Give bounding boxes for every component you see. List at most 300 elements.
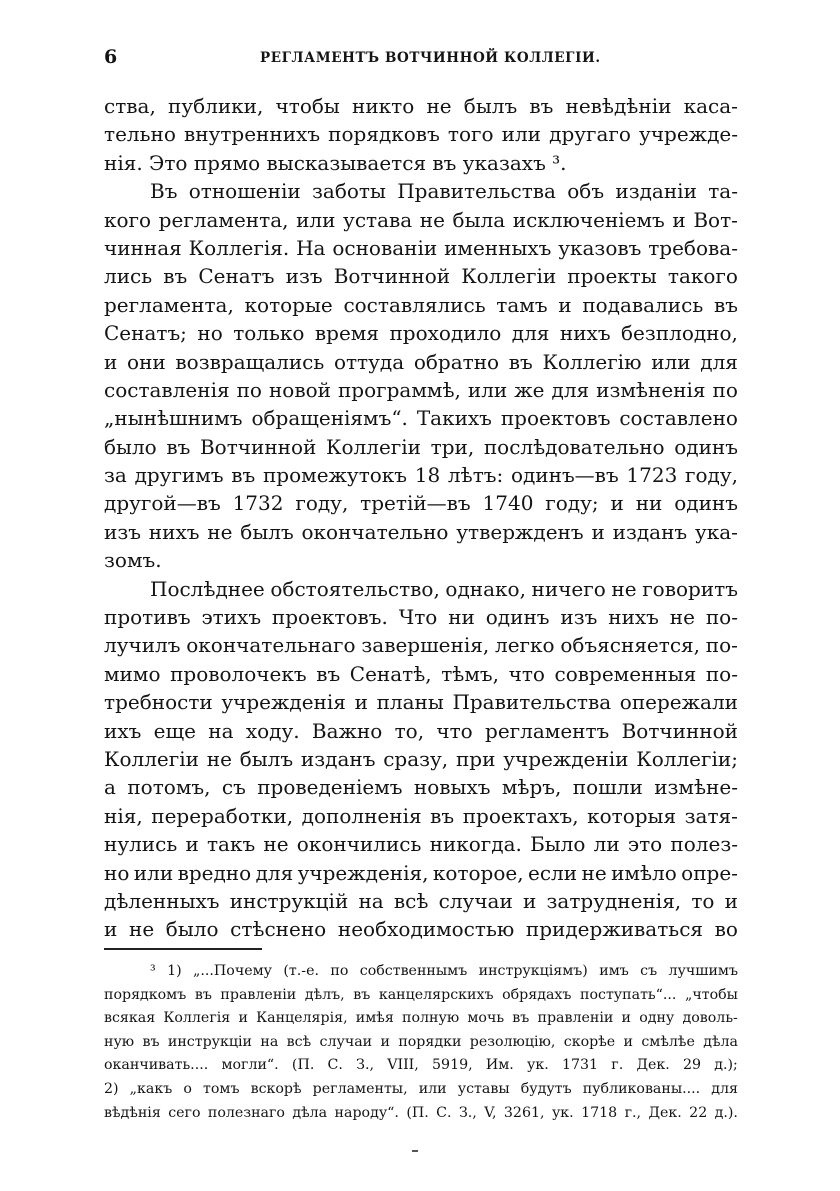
word: народу“. (334, 1104, 399, 1121)
word: „нынѣшнимъ (104, 406, 243, 431)
word: и (610, 491, 624, 516)
word: ихъ (104, 718, 142, 743)
word: порядкомъ (104, 986, 187, 1003)
word: тельно (104, 122, 176, 147)
word: „какъ (129, 1080, 173, 1097)
word: изъ (104, 519, 141, 544)
word: никто (352, 94, 415, 118)
word: одинъ (485, 605, 550, 630)
word: тѣмъ, (441, 661, 499, 686)
word: регламентъ (485, 718, 610, 743)
footnote-line (104, 1054, 738, 1078)
word: же (514, 377, 545, 402)
word: требова- (648, 235, 738, 260)
word: былъ (239, 746, 294, 771)
word: не (206, 746, 232, 771)
word: потомъ, (127, 775, 211, 800)
word: всѣ (286, 1033, 312, 1050)
word: сразу, (383, 746, 449, 771)
word: которое, (432, 860, 524, 885)
word: на (260, 1033, 279, 1050)
word: Послѣднее (150, 576, 265, 601)
word: то (691, 888, 715, 913)
word: и (558, 292, 572, 317)
word: по (330, 963, 349, 979)
word: Вотчинной (199, 434, 317, 459)
word: безплодно, (621, 321, 738, 346)
word: правленіи (537, 1010, 614, 1027)
word: 3261, (503, 1104, 545, 1121)
word: и (238, 1010, 248, 1027)
word: году, (685, 463, 738, 488)
text-line (104, 319, 738, 347)
word: регламенты, (312, 1080, 408, 1097)
word: мочь (467, 1010, 505, 1027)
text-line (104, 461, 738, 489)
word: говоритъ (642, 576, 738, 601)
word: по (712, 377, 738, 402)
footnote-separator (104, 948, 262, 950)
word: 1723 (626, 463, 678, 488)
word: сего (168, 1104, 201, 1121)
text-line (104, 915, 738, 943)
word: этихъ (201, 605, 262, 630)
word: противъ (104, 605, 191, 630)
word: для (711, 1080, 738, 1097)
word: лись (104, 264, 153, 289)
word: случаи (319, 1033, 373, 1050)
word: промежутокъ (262, 463, 408, 488)
word: та- (708, 179, 738, 204)
word: публикованы.... (582, 1080, 701, 1097)
word: д.). (714, 1104, 738, 1121)
word: и (623, 1033, 633, 1050)
word: не (426, 94, 452, 118)
word: вредно (177, 860, 252, 885)
word: обстоятельство, (270, 576, 440, 601)
text-line: зомъ. (104, 548, 162, 573)
word: „...Почему (193, 963, 272, 979)
word: возвращались (175, 349, 325, 374)
footnote-line (104, 1102, 738, 1126)
text-line (104, 603, 738, 631)
word: 2) (104, 1080, 119, 1097)
word: 5919, (432, 1057, 473, 1074)
word: былъ (240, 519, 294, 544)
word: завершенія, (361, 633, 490, 658)
word: въ (194, 986, 212, 1003)
word: и (621, 1010, 631, 1027)
word: ука- (694, 519, 738, 544)
word: затя- (684, 803, 738, 828)
word: того (447, 122, 494, 147)
word: для (255, 860, 294, 885)
word: нихъ (608, 605, 659, 630)
word: Въ (150, 179, 178, 204)
word: ³ (150, 963, 156, 979)
word: на (208, 718, 234, 743)
word: и (104, 917, 118, 942)
word: новой (268, 377, 331, 402)
word: 1718 (581, 1104, 618, 1121)
word: 1740 (482, 491, 534, 516)
word: составленія (104, 377, 230, 402)
text-line (104, 575, 738, 603)
word: по (236, 377, 262, 402)
word: VIII, (387, 1057, 419, 1074)
word: обрядахъ (502, 986, 572, 1003)
word: г. (611, 1057, 624, 1074)
word: проектовъ (500, 406, 611, 431)
word: по- (705, 605, 738, 630)
word: Вотчинной (333, 264, 451, 289)
word: утвержденъ (456, 519, 584, 544)
word: что (436, 718, 473, 743)
word: и (104, 349, 118, 374)
word: было (104, 434, 157, 459)
word: окончились (296, 832, 422, 857)
word: и (522, 888, 537, 913)
word: резолюцію, (469, 1033, 556, 1050)
text-line (104, 206, 738, 234)
word: учрежде- (639, 122, 738, 147)
word: или (651, 349, 691, 374)
word: измѣне- (654, 775, 738, 800)
word: и (380, 1033, 390, 1050)
word: изъ (560, 605, 598, 630)
word: 18 (414, 463, 441, 488)
word: (т.-е. (283, 963, 319, 979)
word: ук. (527, 1057, 549, 1074)
text-line (104, 177, 738, 205)
word: г., (624, 1104, 642, 1121)
word: д.); (714, 1057, 738, 1074)
word: или (296, 207, 336, 232)
word: всѣ (393, 888, 429, 913)
footnote-line (104, 1007, 738, 1031)
word: одинъ (674, 491, 738, 516)
word: имѣло (611, 860, 677, 885)
word: доволь- (682, 1010, 738, 1027)
word: Сенатъ (198, 264, 275, 289)
word: о (183, 1080, 192, 1097)
word: могли“. (221, 1057, 279, 1074)
word: дѣлъ, (304, 986, 345, 1003)
word: З., (356, 1057, 374, 1074)
word: въ (316, 661, 341, 686)
word: 1731 (561, 1057, 599, 1074)
word: въ (166, 434, 191, 459)
word: три, (430, 434, 475, 459)
text-line (104, 717, 738, 745)
word: Правительства (397, 179, 556, 204)
word: переработки, (151, 803, 294, 828)
word: не (419, 207, 445, 232)
word: но (197, 321, 223, 346)
word: стѣснено (230, 917, 327, 942)
word: дѣла (292, 1104, 328, 1121)
word: мѣръ, (501, 775, 562, 800)
word: требности (104, 690, 213, 715)
word: всякая (104, 1010, 156, 1027)
word: учрежденія (221, 690, 346, 715)
word: 1732 (232, 491, 284, 516)
word: въ (353, 986, 371, 1003)
word: регламента, (158, 207, 289, 232)
text-line (104, 348, 738, 376)
word: ли (593, 832, 620, 857)
word: они (127, 349, 166, 374)
text-line (104, 802, 738, 830)
word: программѣ, (337, 377, 461, 402)
word: не (669, 605, 695, 630)
word: было (165, 917, 219, 942)
word: Канцелярія, (256, 1010, 348, 1027)
word: обратно (413, 349, 500, 374)
word: и (672, 207, 686, 232)
word: скорѣе (563, 1033, 616, 1050)
word: полезнаго (207, 1104, 285, 1121)
word: Вот- (693, 207, 738, 232)
word: инструкцій (229, 888, 349, 913)
word: основаніи (332, 235, 438, 260)
word: Коллегіи (461, 264, 557, 289)
word: лѣтъ: (447, 463, 504, 488)
footnote-line (104, 960, 738, 984)
word: именныхъ (444, 235, 552, 260)
word: ную (104, 1033, 135, 1050)
text-line (104, 745, 738, 773)
word: по- (705, 633, 738, 658)
text-line: нія. Это прямо высказывается въ указахъ ³. (104, 150, 567, 175)
word: Сенатъ; (104, 321, 187, 346)
word: что (508, 661, 545, 686)
word: не (581, 860, 607, 885)
text-line (104, 404, 738, 432)
word: съ (221, 775, 246, 800)
word: инструкціямъ) (478, 963, 588, 979)
word: смѣлѣе (641, 1033, 695, 1050)
word: проектахъ, (462, 803, 579, 828)
word: ни (635, 491, 663, 516)
word: На (296, 235, 326, 260)
word: составлялись (343, 292, 486, 317)
word: послѣдовательно (483, 434, 665, 459)
running-title: РЕГЛАМЕНТЪ ВОТЧИННОЙ КОЛЛЕГІИ. (260, 50, 601, 66)
word: V, (484, 1104, 497, 1121)
word: проектовъ. (271, 605, 388, 630)
word: Им. (485, 1057, 514, 1074)
word: и (185, 832, 199, 857)
word: тамъ (496, 292, 548, 317)
word: для (511, 321, 550, 346)
word: Было (530, 832, 586, 857)
word: и (724, 888, 738, 913)
word: имъ (599, 963, 629, 979)
word: новыхъ (413, 775, 491, 800)
word: окончательно (301, 519, 449, 544)
word: Сенатѣ, (349, 661, 432, 686)
word: такъ (206, 832, 256, 857)
word: еще (153, 718, 196, 743)
footnote-line (104, 1078, 738, 1102)
word: объ (567, 179, 605, 204)
word: изданіи (615, 179, 697, 204)
word: чтобы (275, 94, 340, 118)
text-line (104, 773, 738, 801)
word: Такихъ (416, 406, 492, 431)
word: ук. (551, 1104, 574, 1121)
word: нихъ (148, 519, 200, 544)
word: Важно (311, 718, 383, 743)
word: случаи (438, 888, 513, 913)
word: внутреннихъ (183, 122, 321, 147)
word: регламента, (104, 292, 234, 317)
word: для (551, 377, 590, 402)
text-line (104, 376, 738, 404)
word: невѣдѣніи (565, 94, 672, 118)
word: это (627, 832, 663, 857)
text-line (104, 92, 738, 120)
word: вскорѣ (250, 1080, 302, 1097)
word: С. (327, 1057, 343, 1074)
word: съ (640, 963, 658, 979)
word: будутъ (520, 1080, 572, 1097)
word: не (207, 519, 233, 544)
footnote-line (104, 984, 738, 1008)
word: одинъ—въ (510, 463, 619, 488)
word: Коллегія (163, 1010, 231, 1027)
text-line (104, 859, 738, 887)
word: въ (529, 94, 554, 118)
word: объясняется, (560, 633, 701, 658)
word: въ (512, 1010, 530, 1027)
word: Дек. (648, 1104, 682, 1121)
word: нихъ (559, 321, 611, 346)
word: пошли (572, 775, 643, 800)
word: изданъ (300, 746, 376, 771)
word: по- (705, 661, 738, 686)
word: имѣя (355, 1010, 394, 1027)
text-line (104, 887, 738, 915)
word: изданъ (612, 519, 688, 544)
word: каса- (683, 94, 738, 118)
text-line (104, 688, 738, 716)
word: или (501, 122, 542, 147)
word: но (104, 860, 130, 885)
word: лучилъ (104, 633, 181, 658)
word: лучшимъ (668, 963, 738, 979)
word: во (714, 917, 738, 942)
word: для (700, 349, 738, 374)
word: ничего (531, 576, 606, 601)
word: которые (244, 292, 333, 317)
word: придерживаться (525, 917, 704, 942)
text-line (104, 120, 738, 148)
word: Правительства (452, 690, 612, 715)
word: не (263, 832, 289, 857)
word: публики, (167, 94, 264, 118)
word: за (104, 463, 127, 488)
word: собственнымъ (359, 963, 468, 979)
word: другой—въ (104, 491, 221, 516)
word: однако, (445, 576, 526, 601)
word: никогда. (429, 832, 522, 857)
word: вѣдѣнія (104, 1104, 161, 1121)
word: время (314, 321, 379, 346)
word: полную (402, 1010, 460, 1027)
word: Дек. (636, 1057, 670, 1074)
word: томъ (203, 1080, 240, 1097)
word: Коллегіи (104, 746, 199, 771)
word: учрежденія, (297, 860, 429, 885)
text-line (104, 631, 738, 659)
word: дѣленныхъ (104, 888, 220, 913)
text-line (104, 291, 738, 319)
word: въ (430, 803, 455, 828)
word: Вотчинной (621, 718, 738, 743)
word: обращеніямъ“. (251, 406, 408, 431)
word: дѣла (703, 1033, 738, 1050)
word: въ (231, 463, 256, 488)
word: учрежденіи (503, 746, 629, 771)
word: другимъ (134, 463, 224, 488)
word: проекты (567, 264, 657, 289)
word: проходило (389, 321, 502, 346)
word: Что (398, 605, 438, 630)
footnotes (104, 960, 738, 1125)
word: (П. (406, 1104, 429, 1121)
word: и (591, 519, 605, 544)
word: третій—въ (360, 491, 471, 516)
word: правленіи (220, 986, 297, 1003)
text-line (104, 262, 738, 290)
word: дополненія (301, 803, 422, 828)
word: была (452, 207, 506, 232)
word: нулись (104, 832, 178, 857)
text-line (104, 489, 738, 517)
word: нія, (104, 803, 143, 828)
word: Коллегіи (326, 434, 421, 459)
word: „чтобы (685, 986, 738, 1003)
word: 29 (682, 1057, 702, 1074)
word: въ (713, 292, 738, 317)
word: изъ (285, 264, 323, 289)
word: въ (142, 1033, 160, 1050)
word: другаго (549, 122, 631, 147)
word: 1) (167, 963, 182, 979)
word: проведеніемъ (257, 775, 403, 800)
printer-mark (412, 1150, 418, 1152)
word: исключеніемъ (512, 207, 665, 232)
word: не (611, 576, 637, 601)
word: или (467, 377, 508, 402)
word: въ (163, 264, 188, 289)
word: году, (295, 491, 349, 516)
word: только (233, 321, 305, 346)
word: не (128, 917, 155, 942)
word: окончательнаго (186, 633, 356, 658)
word: (П. (291, 1057, 315, 1074)
word: Коллегіи; (636, 746, 738, 771)
word: поступать“... (580, 986, 677, 1003)
word: при (455, 746, 496, 771)
word: устава (343, 207, 413, 232)
word: одну (639, 1010, 675, 1027)
word: канцелярскихъ (378, 986, 494, 1003)
word: порядки (398, 1033, 462, 1050)
word: которыя (587, 803, 677, 828)
